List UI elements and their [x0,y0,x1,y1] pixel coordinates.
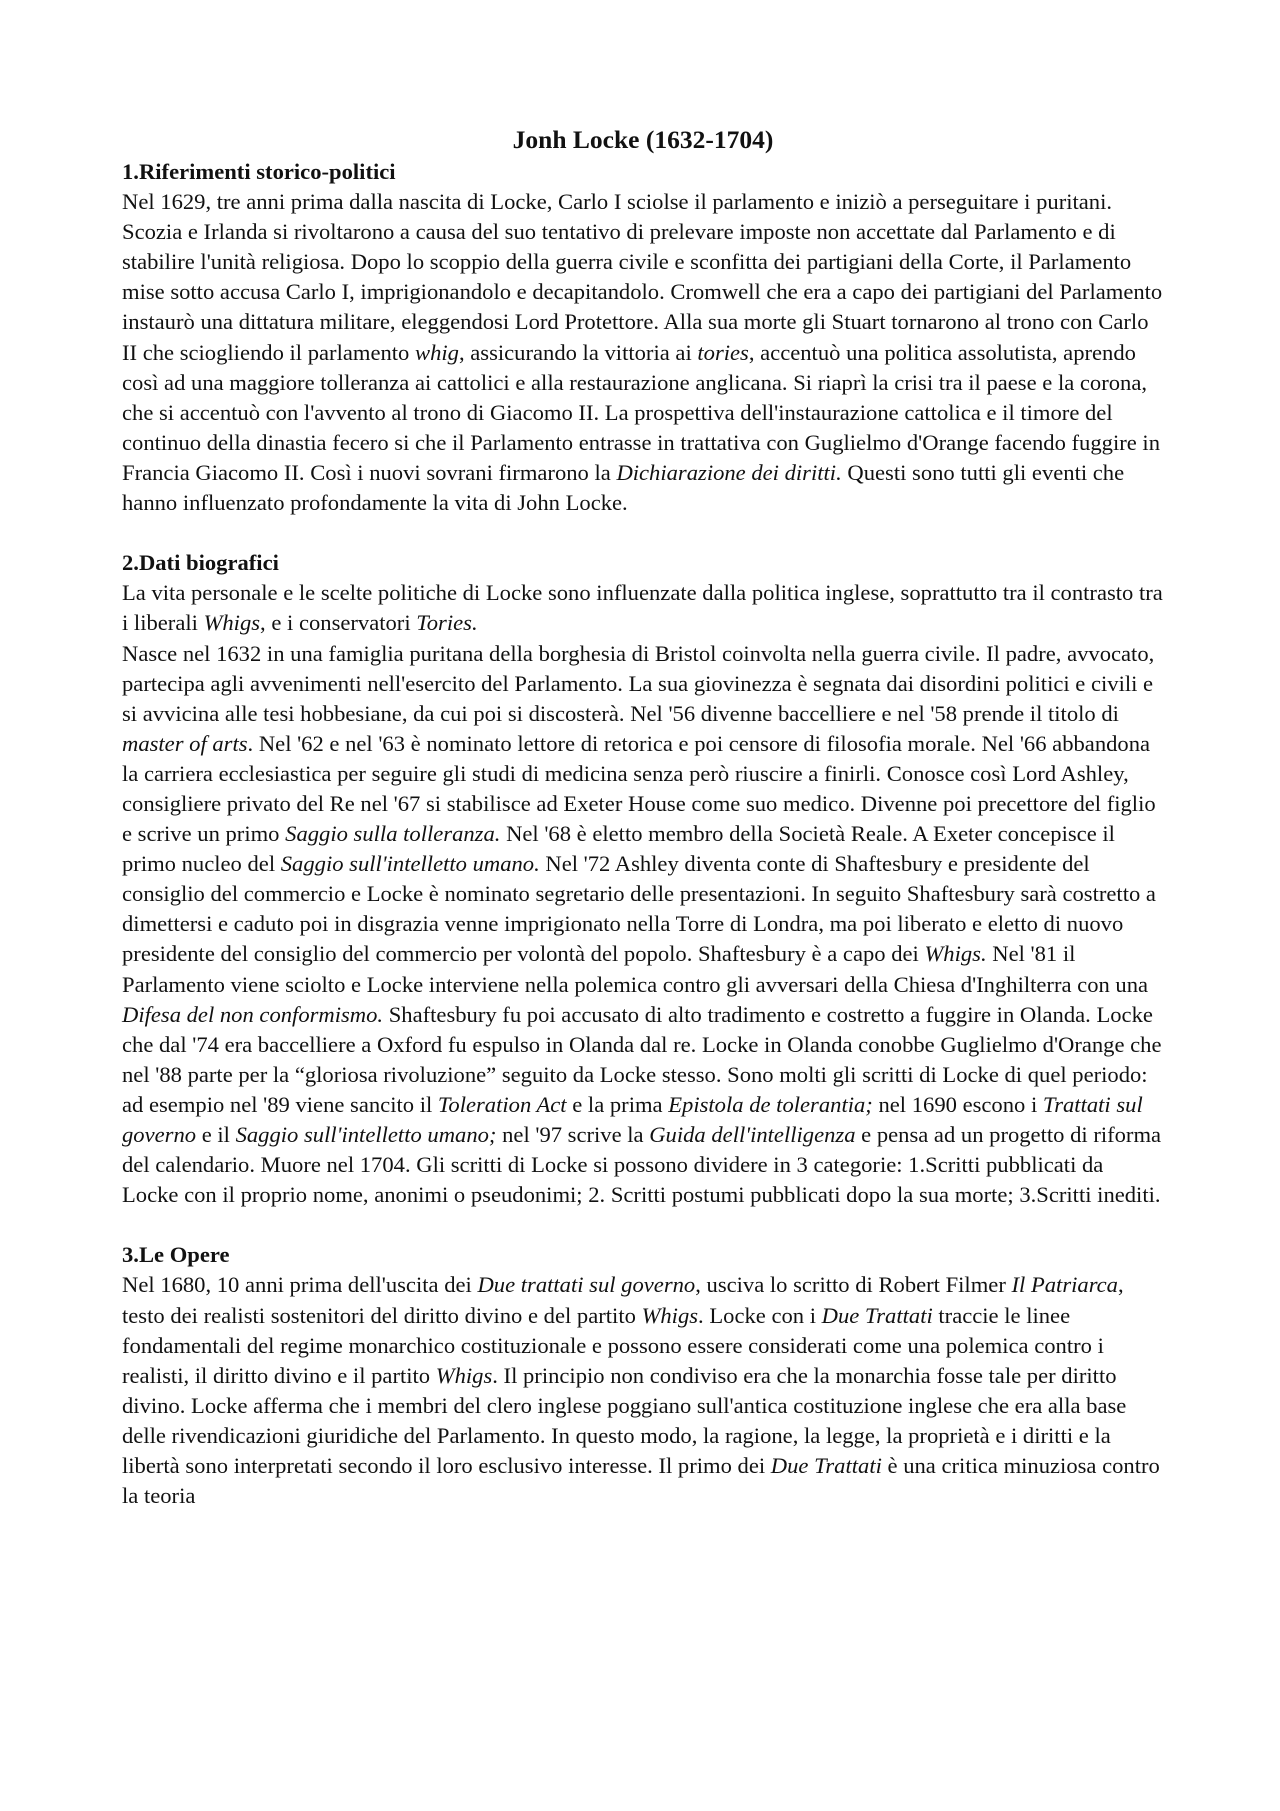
text-run: . Locke con i [698,1302,822,1328]
text-run: e pensa ad un progetto di riforma del calendario. Muore nel 1704. Gli scritti di Locke si possono dividere in 3 categorie: 1.Scritti pubblicati da Locke con il proprio nome, anonimi o pseudonimi; 2. Scritti postumi pubblicati dopo la sua morte; 3.Scritti inediti. [122,1122,1162,1208]
text-run: Nel '81 il Parlamento viene sciolto e Locke interviene nella polemica contro gli avversari della Chiesa d'Inghilterra con una [122,941,1149,997]
text-run-italic: Whigs [641,1302,699,1328]
section-biography [122,548,1164,1210]
text-run-italic: Whigs [435,1362,493,1388]
text-run-italic: Dichiarazione dei diritti. [616,459,842,485]
text-run: , e i conservatori [260,610,417,636]
text-run-italic: Due Trattati [821,1302,933,1328]
text-run: nel 1690 escono i [872,1091,1043,1117]
text-run-italic: whig [415,339,459,365]
text-run: e la prima [566,1091,669,1117]
text-run: Nel '72 Ashley diventa conte di Shaftesbury e presidente del consiglio del commercio e Locke è nominato segretario delle presentazioni. In seguito Shaftesbury sarà costretto a dimettersi e caduto poi in disgrazia venne imprigionato nella Torre di Londra, ma poi liberato e eletto di nuovo presidente del consiglio del commercio per volontà del popolo. Shaftesbury è a capo dei [122,851,1156,967]
text-run-italic: Il Patriarca [1011,1272,1118,1298]
section-heading: 1.Riferimenti storico-politici [122,159,396,184]
text-run: e il [196,1122,236,1147]
section-works [122,1240,1164,1511]
text-run: Nel '68 è eletto membro della Società Reale. A Exeter concepisce il primo nucleo del [122,821,1115,877]
text-run: Nasce nel 1632 in una famiglia puritana della borghesia di Bristol coinvolta nella guerra civile. Il padre, avvocato, partecipa agli avvenimenti nell'esercito del Parlamento. La sua giovinezza è segnata dai disordini politici e civili e si avvicina alle tesi hobbesiane, da cui poi si discosterà. Nel '56 divenne baccelliere e nel '58 prende il titolo di [122,640,1155,726]
text-run: , usciva lo scritto di Robert Filmer [695,1272,1012,1298]
text-run-italic: Saggio sulla tolleranza. [285,821,501,847]
text-run: , accentuò una politica assolutista, aprendo così ad una maggiore tolleranza ai cattolici e alla restaurazione anglicana. Si riaprì la crisi tra il paese e la corona, che si accentuò con l'avvento al trono di Giacomo II. La prospettiva dell'instaurazione cattolica e il timore del continuo della dinastia fecero si che il Parlamento entrasse in trattativa con Guglielmo d'Orange facendo fuggire in Francia Giacomo II. Così i nuovi sovrani firmarono la [122,339,1160,485]
text-run: . Il principio non condiviso era che la monarchia fosse tale per diritto divino. Locke afferma che i membri del clero inglese poggiano sull'antica costituzione inglese che era alla base delle rivendicazioni giuridiche del Parlamento. In questo modo, la ragione, la legge, la proprietà e i diritti e la libertà sono interpretati secondo il loro esclusivo interesse. Il primo dei [122,1362,1127,1479]
text-run: Questi sono tutti gli eventi che hanno influenzato profondamente la vita di John Locke. [122,459,1125,516]
section-paragraph [122,578,1164,638]
text-run: La vita personale e le scelte politiche di Locke sono influenzate dalla politica inglese, soprattutto tra il contrasto tra i liberali [122,580,1163,636]
text-run-italic: Trattati sul governo [122,1091,1143,1147]
paragraph-gap [122,1210,1164,1240]
section-heading: 3.Le Opere [122,1242,230,1268]
text-run-italic: Saggio sull'intelletto umano. [280,851,540,877]
text-run: . Nel '62 e nel '63 è nominato lettore di retorica e poi censore di filosofia morale. Nel '66 abbandona la carriera ecclesiastica per seguire gli studi di medicina senza però riuscire a finirli. Conosce così Lord Ashley, consigliere privato del Re nel '67 si stabilisce ad Exeter House come suo medico. Divenne poi precettore del figlio e scrive un primo [122,730,1156,847]
text-run: Shaftesbury fu poi accusato di alto tradimento e costretto a fuggire in Olanda. Locke che dal '74 era baccelliere a Oxford fu espulso in Olanda dal re. Locke in Olanda conobbe Guglielmo d'Orange che nel '88 parte per la “gloriosa rivoluzione” seguito da Locke stesso. Sono molti gli scritti di Locke di quel periodo: ad esempio nel '89 viene sancito il [122,1001,1162,1117]
text-run: è una critica minuziosa contro la teoria [122,1453,1160,1509]
text-run: Nel 1629, tre anni prima dalla nascita di Locke, Carlo I sciolse il parlamento e iniziò a perseguitare i puritani. Scozia e Irlanda si rivoltarono a causa del suo tentativo di prelevare imposte non accettate dal Parlamento e di stabilire l'unità religiosa. Dopo lo scoppio della guerra civile e sconfitta dei partigiani della Corte, il Parlamento mise sotto accusa Carlo I, imprigionandolo e decapitandolo. Cromwell che era a capo dei partigiani del Parlamento instaurò una dittatura militare, eleggendosi Lord Protettore. Alla sua morte gli Stuart tornarono al trono con Carlo II che sciogliendo il parlamento [122,189,1163,365]
text-run: nel '97 scrive la [496,1122,650,1147]
text-run: traccie le linee fondamentali del regime monarchico costituzionale e possono essere considerati come una polemica contro i realisti, il diritto divino e il partito [122,1302,1104,1388]
text-run-italic: Due Trattati [770,1453,882,1479]
text-run-italic: Whigs. [924,941,987,967]
section-paragraph [122,1270,1164,1511]
text-run: Nel 1680, 10 anni prima dell'uscita dei [122,1272,478,1298]
section-historical [122,157,1164,518]
document-title: Jonh Locke (1632-1704) [512,125,774,154]
paragraph-gap [122,518,1164,548]
text-run-italic: Tories. [416,610,478,636]
text-run-italic: Guida dell'intelligenza [649,1122,856,1147]
text-run: , testo dei realisti sostenitori del diritto divino e del partito [122,1272,1124,1328]
text-run-italic: Difesa del non conformismo. [122,1001,384,1027]
text-run-italic: Whigs [203,610,261,636]
text-run-italic: Due trattati sul governo [477,1272,696,1298]
text-run-italic: Toleration Act [437,1091,567,1117]
text-run: , assicurando la vittoria ai [458,339,698,365]
text-run-italic: Saggio sull'intelletto umano; [235,1122,497,1147]
section-heading: 2.Dati biografici [122,550,279,576]
section-paragraph [122,187,1164,518]
text-run-italic: tories [697,339,749,365]
section-paragraph [122,639,1164,1211]
text-run-italic: master of arts [122,730,248,756]
text-run-italic: Epistola de tolerantia; [668,1091,873,1117]
